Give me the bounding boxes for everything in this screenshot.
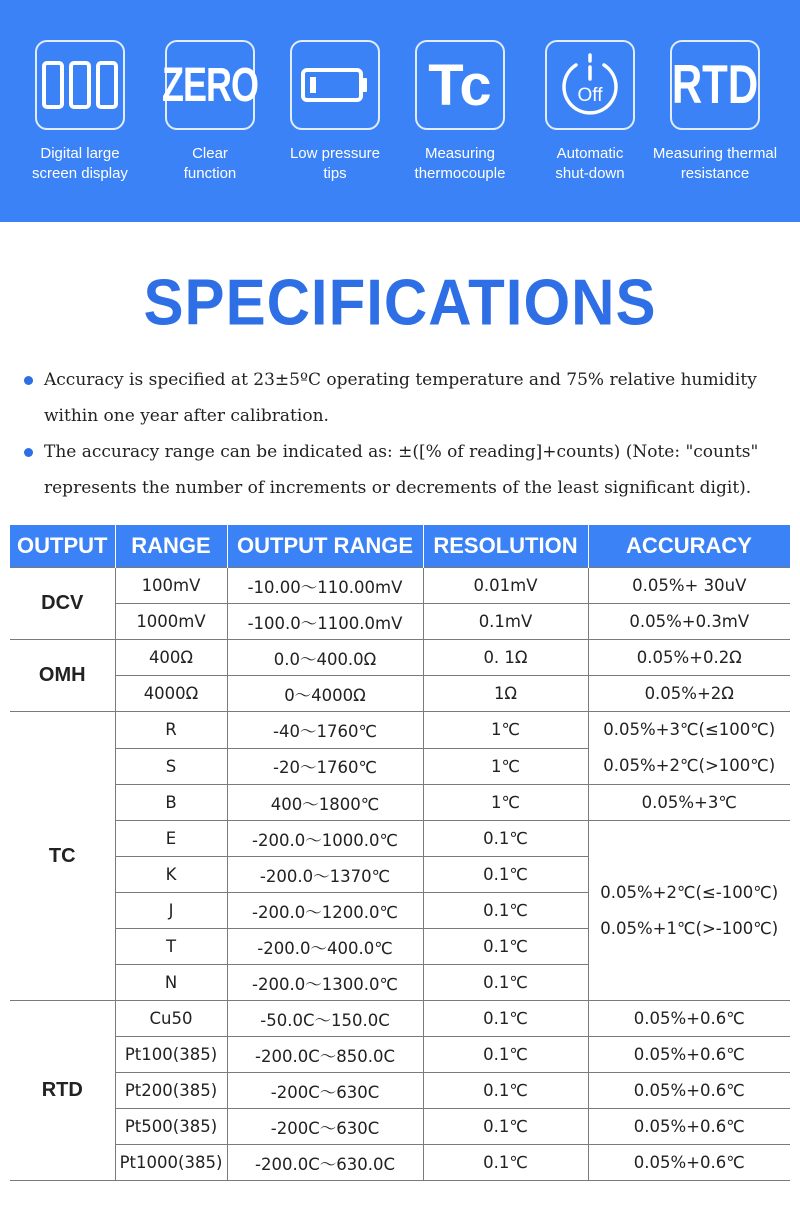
group-dcv: DCV bbox=[10, 568, 115, 640]
range-cell: Pt1000(385) bbox=[115, 1145, 227, 1181]
group-omh: OMH bbox=[10, 640, 115, 712]
power-off-icon bbox=[545, 40, 635, 130]
range-cell: T bbox=[115, 929, 227, 965]
table-row bbox=[10, 1001, 790, 1037]
output-range-cell: -200.0～1300.0℃ bbox=[227, 965, 423, 1001]
accuracy-cell: 0.05%+0.6℃ bbox=[588, 1001, 790, 1037]
range-cell: R bbox=[115, 712, 227, 749]
rtd-icon: RTD bbox=[670, 40, 760, 130]
output-range-cell: -200.0～1370℃ bbox=[227, 857, 423, 893]
note-item: Accuracy is specified at 23±5ºC operating temperature and 75% relative humidity within one year after calibration. bbox=[20, 362, 790, 434]
table-row bbox=[10, 1145, 790, 1181]
output-range-cell: -200.0C～850.0C bbox=[227, 1037, 423, 1073]
accuracy-cell: 0.05%+2℃(≤-100℃) 0.05%+1℃(>-100℃) bbox=[588, 821, 790, 1001]
bullet-icon bbox=[24, 448, 33, 457]
svg-text:Off: Off bbox=[577, 85, 603, 106]
note-item: The accuracy range can be indicated as: ±([% of reading]+counts) (Note: "counts" represents the number of increments or decrements of the least significant digit). bbox=[20, 434, 790, 506]
resolution-cell: 0.1℃ bbox=[423, 1037, 588, 1073]
resolution-cell: 0.1℃ bbox=[423, 857, 588, 893]
range-cell: B bbox=[115, 785, 227, 821]
feature-thermocouple: Tc Measuring thermocouple bbox=[395, 40, 525, 184]
range-cell: N bbox=[115, 965, 227, 1001]
accuracy-cell: 0.05%+0.6℃ bbox=[588, 1037, 790, 1073]
spec-notes bbox=[20, 362, 790, 506]
accuracy-cell: 0.05%+0.6℃ bbox=[588, 1145, 790, 1181]
bullet-icon bbox=[24, 376, 33, 385]
output-range-cell: -50.0C～150.0C bbox=[227, 1001, 423, 1037]
header-range: RANGE bbox=[115, 525, 227, 568]
output-range-cell: 0～4000Ω bbox=[227, 676, 423, 712]
resolution-cell: 0.1℃ bbox=[423, 929, 588, 965]
output-range-cell: 400～1800℃ bbox=[227, 785, 423, 821]
accuracy-cell: 0.05%+0.6℃ bbox=[588, 1109, 790, 1145]
output-range-cell: -10.00～110.00mV bbox=[227, 568, 423, 604]
range-cell: S bbox=[115, 748, 227, 785]
accuracy-cell: 0.05%+2Ω bbox=[588, 676, 790, 712]
accuracy-cell: 0.05%+0.2Ω bbox=[588, 640, 790, 676]
digital-display-icon bbox=[35, 40, 125, 130]
header-resolution: RESOLUTION bbox=[423, 525, 588, 568]
feature-banner bbox=[0, 0, 800, 222]
range-cell: E bbox=[115, 821, 227, 857]
table-row bbox=[10, 712, 790, 749]
range-cell: 1000mV bbox=[115, 604, 227, 640]
low-battery-icon bbox=[290, 40, 380, 130]
output-range-cell: 0.0～400.0Ω bbox=[227, 640, 423, 676]
output-range-cell: -200C～630C bbox=[227, 1109, 423, 1145]
resolution-cell: 0.01mV bbox=[423, 568, 588, 604]
resolution-cell: 0.1℃ bbox=[423, 1109, 588, 1145]
table-row bbox=[10, 1037, 790, 1073]
resolution-cell: 0.1℃ bbox=[423, 1145, 588, 1181]
group-rtd: RTD bbox=[10, 1001, 115, 1181]
resolution-cell: 1℃ bbox=[423, 785, 588, 821]
resolution-cell: 1℃ bbox=[423, 712, 588, 749]
table-row bbox=[10, 1109, 790, 1145]
resolution-cell: 0.1mV bbox=[423, 604, 588, 640]
table-row bbox=[10, 1073, 790, 1109]
resolution-cell: 0.1℃ bbox=[423, 893, 588, 929]
feature-auto-shutdown: Off Automatic shut-down bbox=[525, 40, 655, 184]
output-range-cell: -200.0C～630.0C bbox=[227, 1145, 423, 1181]
zero-icon: ZERO bbox=[165, 40, 255, 130]
range-cell: Pt100(385) bbox=[115, 1037, 227, 1073]
resolution-cell: 0. 1Ω bbox=[423, 640, 588, 676]
spec-table bbox=[10, 525, 791, 1181]
table-row bbox=[10, 568, 790, 604]
header-output-range: OUTPUT RANGE bbox=[227, 525, 423, 568]
table-row bbox=[10, 821, 790, 857]
accuracy-cell: 0.05%+3℃(≤100℃) 0.05%+2℃(>100℃) bbox=[588, 712, 790, 785]
resolution-cell: 1Ω bbox=[423, 676, 588, 712]
accuracy-cell: 0.05%+3℃ bbox=[588, 785, 790, 821]
accuracy-cell: 0.05%+0.3mV bbox=[588, 604, 790, 640]
output-range-cell: -100.0～1100.0mV bbox=[227, 604, 423, 640]
range-cell: 4000Ω bbox=[115, 676, 227, 712]
range-cell: Cu50 bbox=[115, 1001, 227, 1037]
output-range-cell: -200.0～1000.0℃ bbox=[227, 821, 423, 857]
output-range-cell: -200.0～1200.0℃ bbox=[227, 893, 423, 929]
output-range-cell: -200C～630C bbox=[227, 1073, 423, 1109]
table-row bbox=[10, 604, 790, 640]
range-cell: Pt200(385) bbox=[115, 1073, 227, 1109]
resolution-cell: 0.1℃ bbox=[423, 965, 588, 1001]
table-header-row bbox=[10, 525, 790, 568]
feature-digital-display: Digital large screen display bbox=[15, 40, 145, 184]
group-tc: TC bbox=[10, 712, 115, 1001]
range-cell: 100mV bbox=[115, 568, 227, 604]
accuracy-cell: 0.05%+0.6℃ bbox=[588, 1073, 790, 1109]
output-range-cell: -20～1760℃ bbox=[227, 748, 423, 785]
output-range-cell: -200.0～400.0℃ bbox=[227, 929, 423, 965]
resolution-cell: 0.1℃ bbox=[423, 821, 588, 857]
accuracy-cell: 0.05%+ 30uV bbox=[588, 568, 790, 604]
range-cell: 400Ω bbox=[115, 640, 227, 676]
range-cell: K bbox=[115, 857, 227, 893]
feature-low-battery: Low pressure tips bbox=[270, 40, 400, 184]
range-cell: Pt500(385) bbox=[115, 1109, 227, 1145]
thermocouple-icon: Tc bbox=[415, 40, 505, 130]
header-output: OUTPUT bbox=[10, 525, 115, 568]
feature-zero: ZERO Clear function bbox=[145, 40, 275, 184]
resolution-cell: 0.1℃ bbox=[423, 1073, 588, 1109]
table-row bbox=[10, 640, 790, 676]
table-row bbox=[10, 676, 790, 712]
resolution-cell: 0.1℃ bbox=[423, 1001, 588, 1037]
page-title: SPECIFICATIONS bbox=[143, 266, 657, 339]
header-accuracy: ACCURACY bbox=[588, 525, 790, 568]
table-row bbox=[10, 785, 790, 821]
range-cell: J bbox=[115, 893, 227, 929]
resolution-cell: 1℃ bbox=[423, 748, 588, 785]
output-range-cell: -40～1760℃ bbox=[227, 712, 423, 749]
feature-rtd: RTD Measuring thermal resistance bbox=[650, 40, 780, 184]
